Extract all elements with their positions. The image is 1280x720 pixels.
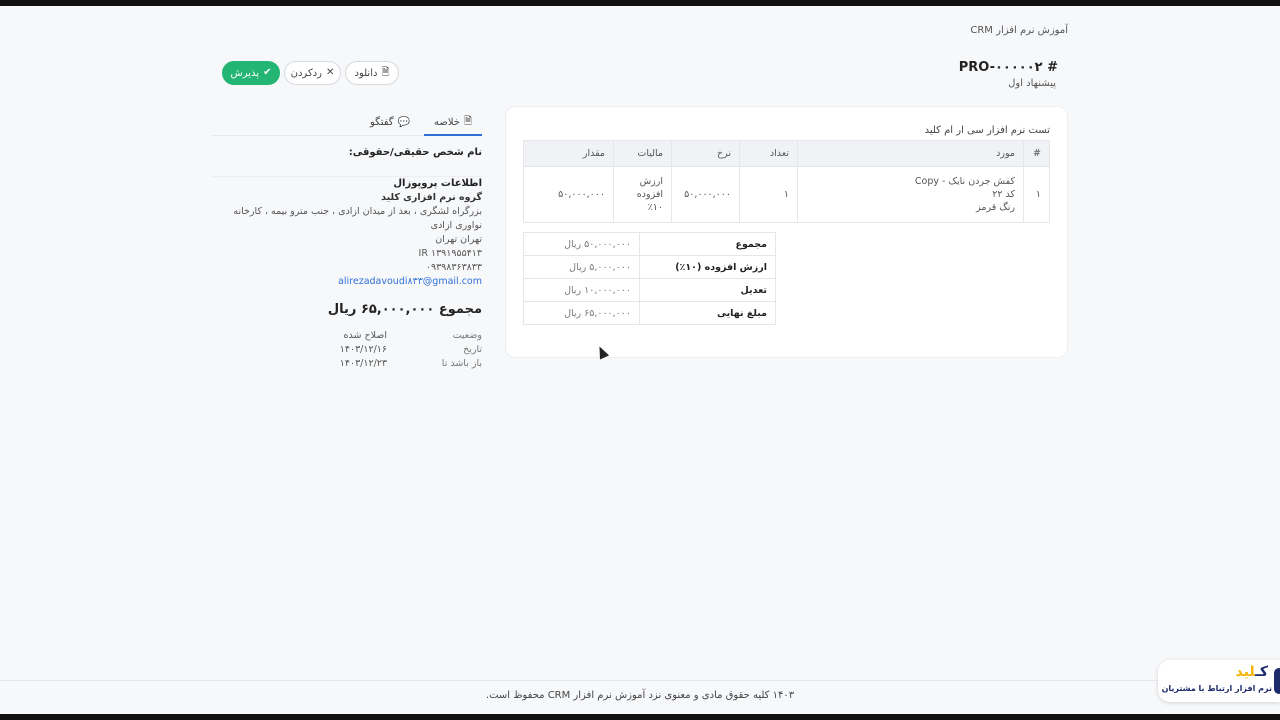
check-icon: ✔ — [263, 67, 272, 78]
meta-row-date — [212, 342, 482, 356]
action-buttons — [222, 61, 399, 85]
download-button[interactable] — [345, 61, 399, 85]
item-name: کفش جردن نایک - Copy — [914, 176, 1015, 187]
country-zip: IR ۱۳۹۱۹۵۵۴۱۳ — [418, 248, 482, 259]
reject-button[interactable] — [284, 61, 341, 85]
totals-row — [524, 302, 776, 325]
totals-row — [524, 256, 776, 279]
footer-copyright: ۱۴۰۳ کلیه حقوق مادی و معنوی نزد آموزش نرم افزار CRM محفوظ است. — [485, 690, 795, 701]
proposal-title: تست نرم افزار سی ار ام کلید — [924, 125, 1050, 136]
brand-logo — [1236, 664, 1268, 680]
person-heading: نام شخص حقیقی/حقوقی: — [348, 147, 482, 158]
proposal-number: # PRO-۰۰۰۰۰۲ — [958, 60, 1058, 75]
col-index: # — [1024, 141, 1050, 167]
item-rate: ۵۰,۰۰۰,۰۰۰ — [672, 167, 740, 223]
accept-button[interactable] — [222, 61, 280, 85]
tab-summary-label: خلاصه — [433, 116, 460, 128]
brand-mark-icon — [1274, 668, 1280, 694]
meta-date-key: تاریخ — [463, 343, 482, 355]
meta-status-key: وضعیت — [452, 329, 482, 341]
item-tax — [614, 167, 672, 223]
grand-total-value: ۶۵,۰۰۰,۰۰۰ ریال — [524, 302, 640, 325]
col-item: مورد — [798, 141, 1024, 167]
adjustment-value: ۱۰,۰۰۰,۰۰۰ ریال — [524, 279, 640, 302]
col-rate: نرخ — [672, 141, 740, 167]
item-detail-code: کد ۲۲ — [992, 189, 1015, 200]
phone: ۰۹۳۹۸۳۶۳۸۳۳ — [425, 262, 482, 273]
address-line-2: نواوری ازادی — [430, 220, 482, 231]
file-pdf-icon: 🗎 — [381, 67, 390, 78]
item-amount: ۵۰,۰۰۰,۰۰۰ — [524, 167, 614, 223]
totals-row — [524, 233, 776, 256]
meta-open-till-key: باز باشد تا — [441, 357, 482, 369]
table-row — [524, 167, 1050, 223]
meta-row-status — [212, 328, 482, 342]
totals-row — [524, 279, 776, 302]
brand-watermark — [1158, 660, 1280, 702]
top-edge-bar — [0, 0, 1280, 6]
accept-button-label: پذیرش — [230, 67, 260, 79]
proposal-subject: پیشنهاد اول — [1008, 78, 1056, 89]
city: تهران تهران — [435, 234, 482, 245]
chat-bubble-icon: 💬 — [397, 116, 410, 128]
meta-date-value: ۱۴۰۳/۱۲/۱۶ — [339, 343, 387, 355]
item-index: ۱ — [1024, 167, 1050, 223]
item-detail-color: رنگ قرمز — [976, 202, 1015, 213]
vat-label: ارزش افزوده (۱۰٪) — [640, 256, 776, 279]
item-tax-line1: ارزش — [639, 176, 663, 187]
side-tabs — [212, 110, 482, 136]
tab-chat-label: گفتگو — [370, 117, 394, 128]
reject-button-label: ردکردن — [290, 67, 322, 79]
company-name: گروه نرم افزاری کلید — [381, 192, 482, 203]
meta-open-till-value: ۱۴۰۳/۱۲/۲۳ — [339, 357, 387, 369]
email-link[interactable]: alirezadavoudi۸۳۳@gmail.com — [338, 276, 482, 287]
tab-chat[interactable] — [370, 110, 410, 135]
item-description — [798, 167, 1024, 223]
document-icon: 🗎 — [463, 116, 473, 127]
download-button-label: دانلود — [354, 67, 378, 79]
col-tax: مالیات — [614, 141, 672, 167]
proposal-info — [212, 177, 482, 289]
adjustment-label: تعدیل — [640, 279, 776, 302]
item-tax-line2: افزوده ۱۰٪ — [636, 189, 663, 213]
vat-value: ۵,۰۰۰,۰۰۰ ریال — [524, 256, 640, 279]
item-qty: ۱ — [740, 167, 798, 223]
meta-status-value: اصلاح شده — [343, 329, 387, 341]
bottom-edge-bar — [0, 714, 1280, 720]
meta-row-open-till — [212, 356, 482, 370]
subtotal-label: مجموع — [640, 233, 776, 256]
info-heading: اطلاعات پروپوزال — [393, 178, 482, 189]
footer-divider — [0, 680, 1280, 681]
proposal-card — [505, 106, 1068, 358]
grand-total-label: مبلغ نهایی — [640, 302, 776, 325]
brand-tagline: نرم افزار ارتباط با مشتریان — [1161, 684, 1272, 693]
col-qty: تعداد — [740, 141, 798, 167]
breadcrumb[interactable]: آموزش نرم افزار CRM — [970, 25, 1068, 36]
address-line-1: بزرگراه لشگری ، بعد از میدان ازادی ، جنب مترو بیمه ، کارخانه — [233, 206, 482, 217]
proposal-total: مجموع ۶۵,۰۰۰,۰۰۰ ریال — [327, 302, 482, 317]
col-amount: مقدار — [524, 141, 614, 167]
close-icon: ✕ — [325, 67, 335, 78]
totals-table — [523, 232, 776, 325]
brand-logo-rest: لید — [1235, 664, 1256, 680]
tab-summary[interactable] — [424, 110, 482, 136]
proposal-meta — [212, 328, 482, 370]
brand-logo-k: کـ — [1255, 664, 1268, 680]
subtotal-value: ۵۰,۰۰۰,۰۰۰ ریال — [524, 233, 640, 256]
items-header-row — [524, 141, 1050, 167]
items-table — [523, 140, 1050, 223]
